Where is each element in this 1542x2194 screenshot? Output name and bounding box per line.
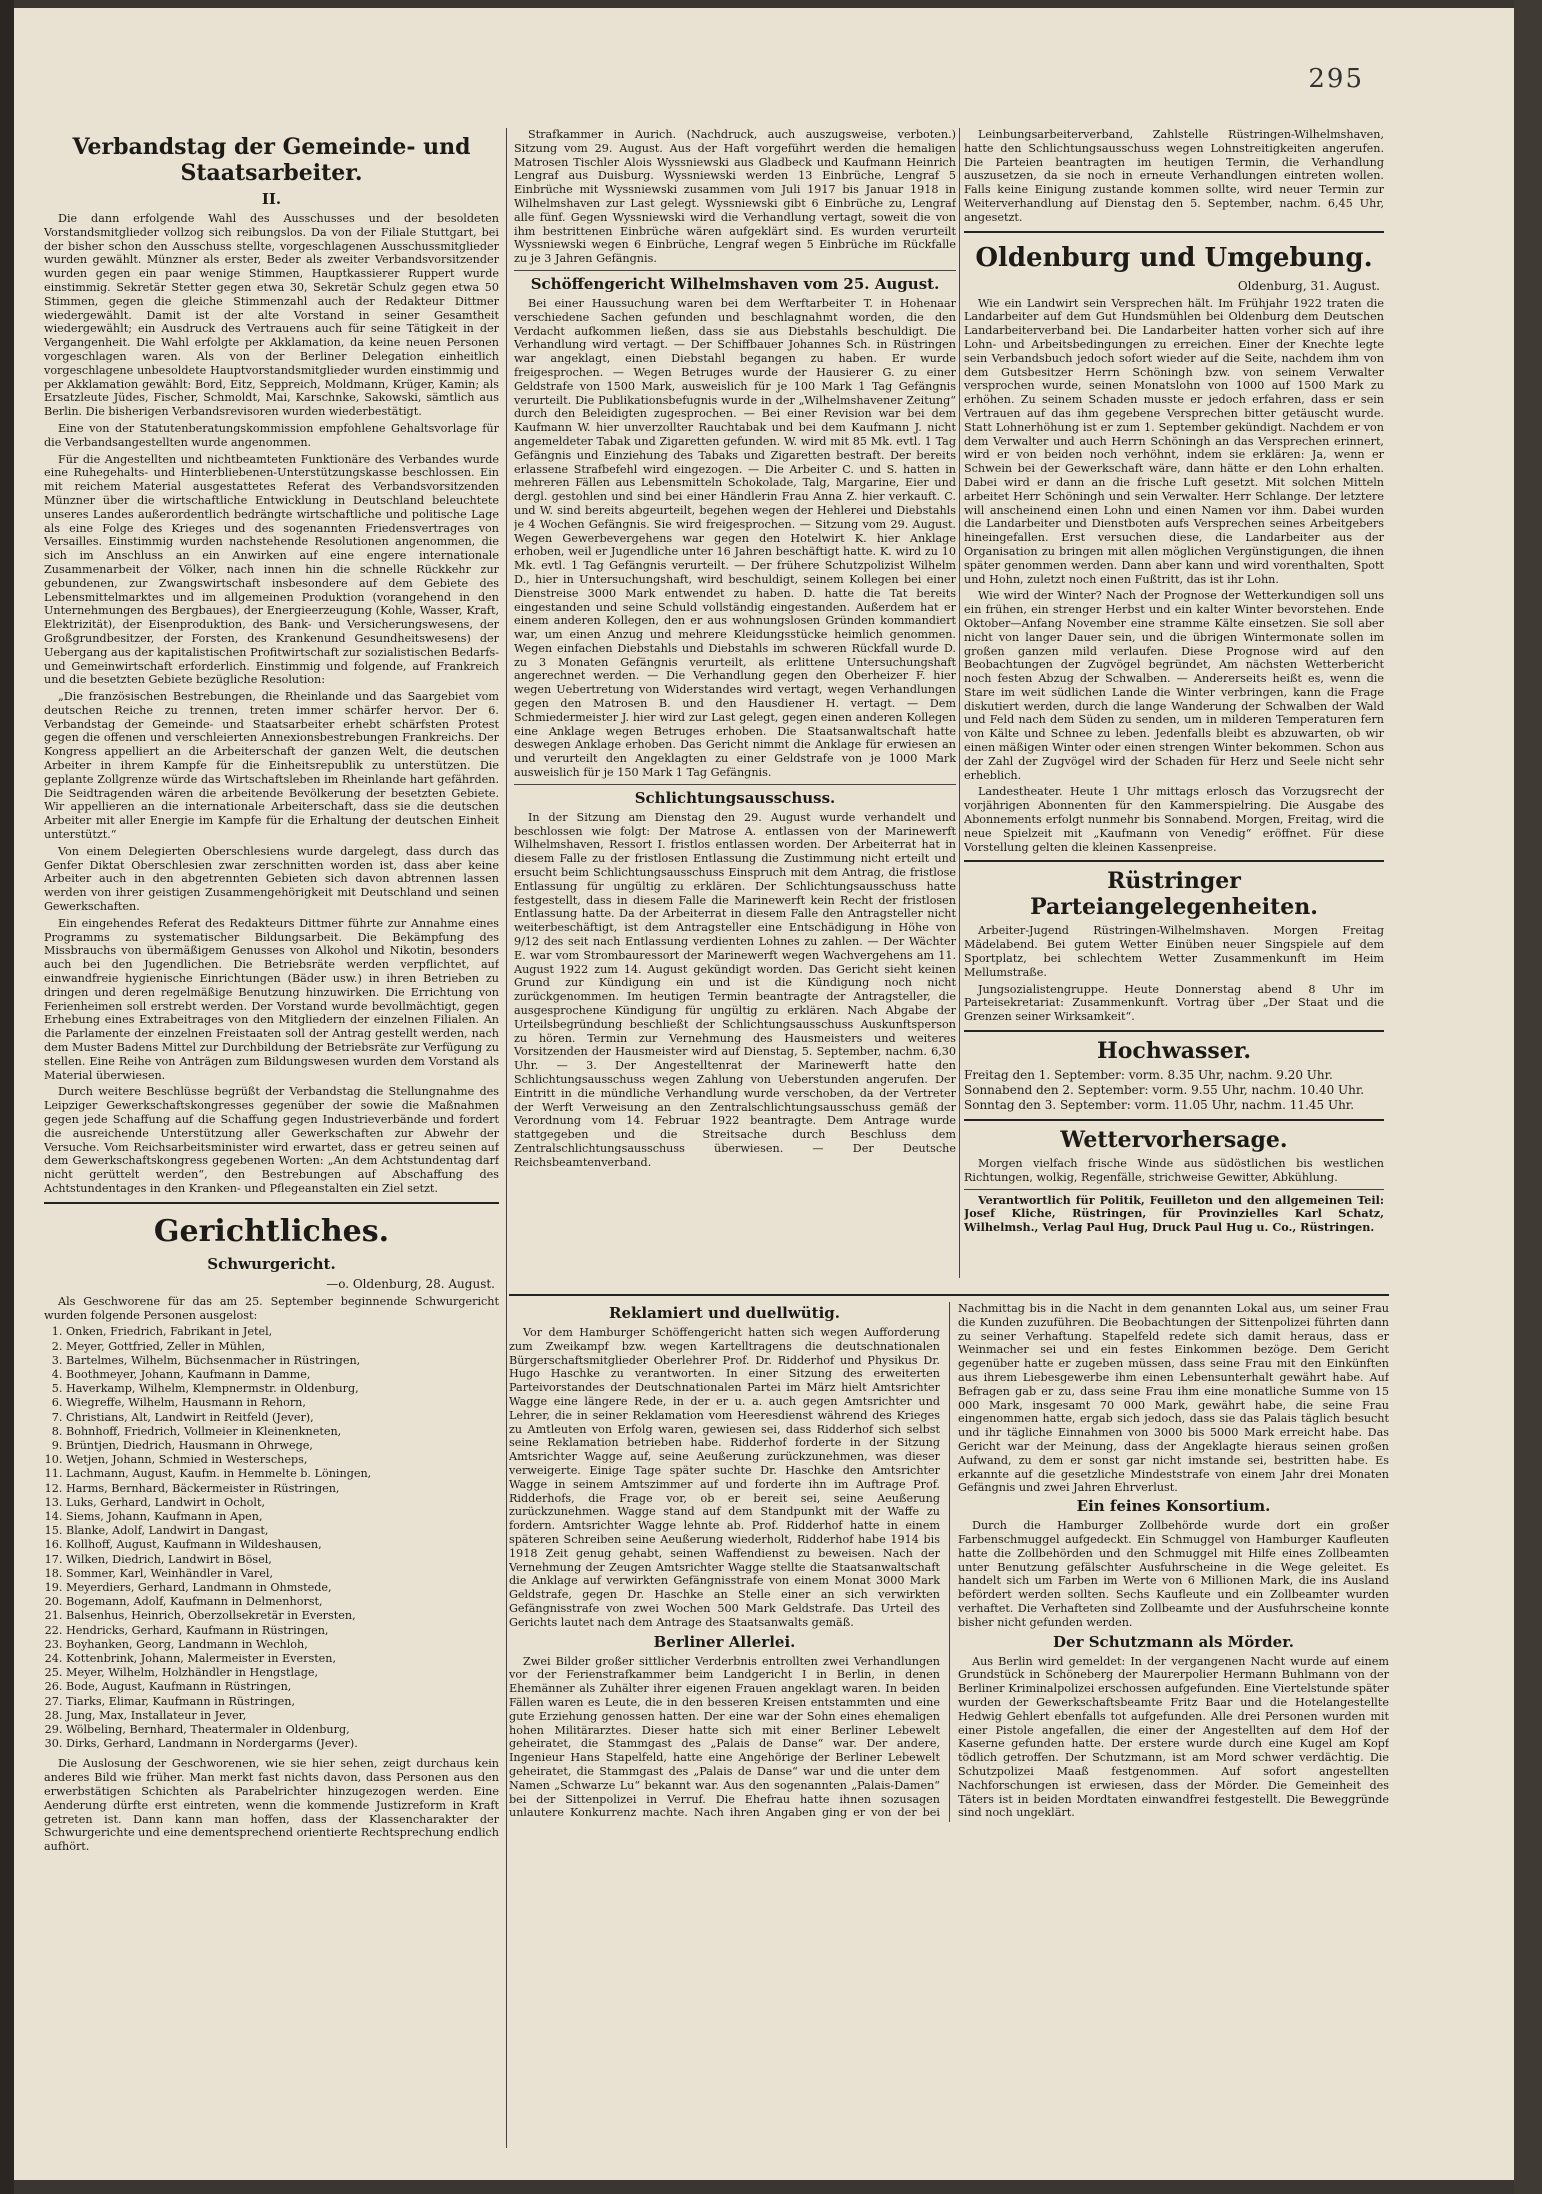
divider	[964, 1119, 1384, 1121]
article-body	[964, 128, 1384, 225]
article-headline: Reklamiert und duellwütig.	[609, 1304, 840, 1322]
divider	[514, 784, 956, 785]
article-body	[964, 924, 1384, 1024]
article-headline: Verbandstag der Gemeinde- und Staatsarbeiter.	[72, 134, 471, 186]
scan-right-edge	[1514, 0, 1542, 2194]
jury-list-item: 26. Bode, August, Kaufmann in Rüstringen,	[66, 1680, 499, 1694]
divider	[509, 1294, 1389, 1296]
divider	[964, 1030, 1384, 1032]
article-paragraph: Zwei Bilder großer sittlicher Verderbnis entrollten zwei Verhandlungen vor der Ferienstrafkammer beim Landgericht I in Berlin, in denen Ehemänner als Zuhälter ihrer eigenen Frauen angeklagt waren. In beiden Fällen waren es Leute, die in den besseren Kreisen entstammten und eine gute Erziehung genossen hatten. Der eine war der Sohn eines ehemaligen hohen Militärarztes. Dieser hatte sich mit einer Berliner Lebewelt geheiratet, die Stammgast des „Palais de Danse“ war. Der andere, Ingenieur Hans Stapelfeld, hatte eine Angehörige der Berliner Lebewelt geheiratet, die Stammgast des „Palais de Danse“ war und die unter dem Namen „Schwarze Lu“ bekannt war. Aus den sogenannten „Palais-Damen“ bei der Sittenpolizei in Verruf. Die Ehefrau hatte ihnen sozusagen unlautere Konkurrenz machte. Nach ihren Angaben ging er von der bei Nachmittag bis in die Nacht in dem genannten Lokal aus, um seiner Frau die Kunden zuzuführen. Die Beobachtungen der Sittenpolizei führten dann zu seiner Verhaftung. Stapelfeld redete sich damit heraus, dass er Weinmacher sei und ein festes Einkommen bezöge. Dem Gericht gegenüber hatte er zugeben müssen, dass seine Frau mit den Einkünften aus ihrem Liebesgewerbe ihm einen Lebensunterhalt gewährt habe. Auf Befragen gab er zu, dass seine Frau ihm eine monatliche Summe von 15 000 Mark, insgesamt 70 000 Mark, gewährt habe, die seine Frau eingenommen hatte, ergab sich jedoch, dass sie das Palais täglich besucht und ihr tägliche Einnahmen von 3000 bis 5000 Mark erreicht habe. Das Gericht war der Meinung, dass der Angeklagte hieraus seinen großen Aufwand, zu dem er sonst gar nicht imstande sei, bestritten habe. Es erkannte auf die gesetzliche Mindeststrafe von einem Jahr drei Monaten Gefängnis und zwei Jahren Ehrverlust.	[509, 1302, 1389, 1820]
jury-list-item: 24. Kottenbrink, Johann, Malermeister in Eversten,	[66, 1652, 499, 1666]
weather-forecast: Morgen vielfach frische Winde aus südöstlichen bis westlichen Richtungen, wolkig, Regenfälle, strichweise Gewitter, Abkühlung.	[964, 1157, 1384, 1184]
jury-list-item: 5. Haverkamp, Wilhelm, Klempnermstr. in Oldenburg,	[66, 1382, 499, 1396]
jury-list-item: 12. Harms, Bernhard, Bäckermeister in Rüstringen,	[66, 1482, 499, 1496]
article-paragraph: Vor dem Hamburger Schöffengericht hatten sich wegen Aufforderung zum Zweikampf bzw. wegen Kartelltragens die deutschnationalen Bürgerschaftsmitglieder Oberlehrer Prof. Dr. Ridderhof und Physikus Dr. Hugo Haschke zu verantworten. In einer Sitzung des erweiterten Parteivorstandes der Deutschnationalen Partei im März hielt Amtsrichter Wagge eine längere Rede, in der er u. a. auch gegen Amtsrichter und Lehrer, die in seiner Reklamation vom Heeresdienst während des Krieges zu Amtleuten von Erfolg waren, gewiesen sei, dass Ridderhof sich selbst seine Reklamation betrieben habe. Ridderhof forderte in der Sitzung Amtsrichter Wagge auf, seine Aeußerung zurückzunehmen, was dieser verweigerte. Einige Tage später suchte Dr. Haschke den Amtsrichter Wagge in seinem Amtszimmer auf und forderte ihn im Auftrage Prof. Ridderhofs, die Frage vor, ob er bereit sei, seine Aeußerung zurückzunehmen. Wagge stand auf dem Standpunkt mit der Waffe zu fordern. Amtsrichter Wagge lehnte ab. Prof. Ridderhof hatte in einem späteren Schreiben seine Aeußerung wiederholt, Ridderhof habe 1914 bis 1918 Zeit genug gehabt, seinen Waffendienst zu beweisen. Nach der Vernehmung der Zeugen Amtsrichter Wagge stellte die Staatsanwaltschaft die Anklage auf verwirkten Gefängnisstrafe von einem Monat 3000 Mark Geldstrafe, gegen Dr. Haschke an Stelle einer an sich verwirkten Gefängnisstrafe von zwei Wochen 500 Mark Geldstrafe. Das Urteil des Gerichts lautet nach dem Antrage des Staatsanwalts gemäß.	[509, 1326, 940, 1629]
article-headline: Schöffengericht Wilhelmshaven vom 25. August.	[530, 274, 940, 293]
jury-list-item: 23. Boyhanken, Georg, Landmann in Wechloh,	[66, 1638, 499, 1652]
article-part: II.	[261, 190, 282, 208]
article-body	[44, 212, 499, 1196]
jury-list-item: 14. Siems, Johann, Kaufmann in Apen,	[66, 1510, 499, 1524]
jury-list-item: 3. Bartelmes, Wilhelm, Büchsenmacher in Rüstringen,	[66, 1354, 499, 1368]
article-headline: Schlichtungsausschuss.	[634, 788, 836, 807]
jury-intro: Als Geschworene für das am 25. September beginnende Schwurgericht wurden folgende Personen ausgelost:	[44, 1294, 499, 1322]
jury-list-item: 20. Bogemann, Adolf, Kaufmann in Delmenhorst,	[66, 1595, 499, 1609]
jury-list-item: 15. Blanke, Adolf, Landwirt in Dangast,	[66, 1524, 499, 1538]
article-body	[514, 297, 956, 780]
section-headline: Wettervorhersage.	[1060, 1127, 1288, 1154]
article-body	[964, 297, 1384, 855]
tide-row: Sonntag den 3. September: vorm. 11.05 Uhr, nachm. 11.45 Uhr.	[964, 1098, 1355, 1113]
article-paragraph: Strafkammer in Aurich. (Nachdruck, auch auszugsweise, verboten.) Sitzung vom 29. August. Aus der Haft vorgeführt werden die hemaligen Matrosen Tischler Alois Wyssniewski aus Gladbeck und Kaufmann Heinrich Lengraf aus Duisburg. Wyssniewski werden 13 Einbrüche, Lengraf 5 Einbrüche mit Wyssniewski zusammen vom Juli 1917 bis Januar 1918 in Wilhelmshaven zur Last gelegt. Wyssniewski gibt 6 Einbrüche zu, Lengraf alle fünf. Gegen Wyssniewski wird die Verhandlung vertagt, soweit die von ihm bestrittenen Einbrüche wären aufgeklärt sind. Es wurden verurteilt Wyssniewski wegen 6 Einbrüche, Lengraf wegen 5 Einbrüche im Rückfalle zu je 3 Jahren Gefängnis.	[514, 128, 956, 266]
jury-list-item: 9. Brüntjen, Diedrich, Hausmann in Ohrwege,	[66, 1439, 499, 1453]
jury-list-item: 1. Onken, Friedrich, Fabrikant in Jetel,	[66, 1325, 499, 1339]
jury-list-item: 21. Balsenhus, Heinrich, Oberzollsekretär in Eversten,	[66, 1609, 499, 1623]
imprint: Verantwortlich für Politik, Feuilleton und den allgemeinen Teil: Josef Kliche, Rüstringen, für Provinzielles Karl Schatz, Wilhelmsh., Verlag Paul Hug, Druck Paul Hug u. Co., Rüstringen.	[964, 1192, 1384, 1235]
bottom-articles	[509, 1288, 1389, 2148]
divider	[514, 270, 956, 271]
section-headline: Gerichtliches.	[153, 1213, 390, 1249]
article-body	[958, 1519, 1389, 1629]
article-headline: Der Schutzmann als Mörder.	[1053, 1632, 1294, 1651]
article-paragraph: Eine von der Statutenberatungskommission empfohlene Gehaltsvorlage für die Verbandsangestellten wurde angenommen.	[44, 421, 499, 449]
jury-list-item: 18. Sommer, Karl, Weinhändler in Varel,	[66, 1567, 499, 1581]
article-paragraph: Für die Angestellten und nichtbeamteten Funktionäre des Verbandes wurde eine Ruhegehalts- und Hinterbliebenen-Unterstützungskasse beschlossen. Ein mit reichem Material ausgestattetes Referat des Verbandsvorsitzenden Münzner über die wirtschaftliche Entwicklung in Deutschland beleuchtete unseres Landes außerordentlich bedrängte wirtschaftliche und politische Lage als eine Folge des Krieges und des sogenannten Friedensvertrages von Versailles. Einstimmig wurden nachstehende Resolutionen angenommen, die sich im Anschluss an ein Anwirken auf eine engere internationale Zusammenarbeit der Völker, nach innen hin die schnelle Rückkehr zur gebundenen, zur Zwangswirtschaft insbesondere auf dem Gebiete des Lebensmittelmarktes und im allgemeinen Produktion (vorangehend in den Unternehmungen des Bergbaues), der Energieerzeugung (Kohle, Wasser, Kraft, Elektrizität), der Eisenproduktion, des Bank- und Versicherungswesens, der Großgrundbesitzer, der Forsten, des Krankenund Gesundheitswesens) der Uebergang aus der kapitalistischen Profitwirtschaft zur sozialistischen Bedarfs- und Gemeinwirtschaft erforderlich. Einstimmig und folgende, auf Frankreich und die besetzten Gebiete bezügliche Resolution:	[44, 452, 499, 687]
article-headline: Ein feines Konsortium.	[1076, 1497, 1271, 1516]
jury-list-item: 8. Bohnhoff, Friedrich, Vollmeier in Kleinenkneten,	[66, 1425, 499, 1439]
jury-list-item: 17. Wilken, Diedrich, Landwirt in Bösel,	[66, 1553, 499, 1567]
jury-list-item: 13. Luks, Gerhard, Landwirt in Ocholt,	[66, 1496, 499, 1510]
column-3	[964, 128, 1384, 1308]
article-paragraph: Leinbungsarbeiterverband, Zahlstelle Rüstringen-Wilhelmshaven, hatte den Schlichtungsausschuss wegen Lohnstreitigkeiten angerufen. Die Parteien beantragten im heutigen Termin, die Verhandlung auszusetzen, da sie noch in erneute Verhandlungen eintreten wollen. Falls keine Einigung zustande kommen sollte, wird neuer Termin zur Weiterverhandlung auf Dienstag den 5. September, nachm. 6,45 Uhr, angesetzt.	[964, 128, 1384, 224]
article-paragraph: Landestheater. Heute 1 Uhr mittags erlosch das Vorzugsrecht der vorjährigen Abonnenten für den Kammerspielring. Die Ausgabe des Abonnements erfolgt nunmehr bis Sonnabend. Morgen, Freitag, wird die neue Spielzeit mit „Kaufmann von Venedig“ eröffnet. Für diese Vorstellung gelten die kleinen Kassenpreise.	[964, 785, 1384, 854]
newspaper-page	[14, 8, 1514, 2180]
dateline: —o. Oldenburg, 28. August.	[326, 1276, 495, 1291]
divider	[964, 860, 1384, 862]
article-body	[958, 1655, 1389, 1821]
article-body	[514, 128, 956, 266]
article-paragraph: Wie wird der Winter? Nach der Prognose der Wetterkundigen soll uns ein frühen, ein strenger Herbst und ein kalter Winter bevorstehen. Ende Oktober—Anfang November eine stramme Kälte einsetzen. Sie soll aber nicht von langer Dauer sein, und die übrigen Wintermonate sollen im großen ganzen mild verlaufen. Diese Prognose wird auf den Beobachtungen der Zugvögel begründet, Am nächsten Wetterbericht noch festen Abzug der Schwalben. — Andererseits heißt es, wenn die Stare im weit südlichen Lande die Winter verbringen, kann die Frage diskutiert werden, durch die lange Wanderung der Schwalben der Wald und Feld nach dem Süden zu senden, um in milderen Temperaturen fern von Kälte und Schnee zu leben. Jedenfalls bleibt es abzuwarten, ob wir einen mäßigen Winter oder einen strengen Winter bekommen. Schon aus der Zahl der Zugvögel wird der Schaden für Herz und Seele nicht sehr erheblich.	[964, 589, 1384, 782]
article-paragraph: „Die französischen Bestrebungen, die Rheinlande und das Saargebiet vom deutschen Reiche zu trennen, treten immer schärfer hervor. Der 6. Verbandstag der Gemeinde- und Staatsarbeiter erhebt schärfsten Protest gegen die offenen und verschleierten Annexionsbestrebungen Frankreichs. Der Kongress appelliert an die Arbeiterschaft der ganzen Welt, die deutschen Arbeiter in ihrem Kampfe für die Einheitsrepublik zu unterstützen. Die geplante Zollgrenze würde das Wirtschaftsleben im Rheinlande hart gefährden. Die Seidtragenden wären die arbeitende Bevölkerung der besetzten Gebiete. Wir appellieren an die internationale Arbeiterschaft, dass sie die deutschen Arbeiter mit aller Energie im Kampfe für die Erhaltung der deutschen Einheit unterstützt.“	[44, 690, 499, 842]
article-paragraph: Die dann erfolgende Wahl des Ausschusses und der besoldeten Vorstandsmitglieder vollzog sich reibungslos. Da von der Filiale Stuttgart, bei der bisher schon den Ausschuss stellte, vorgeschlagenen Ausschussmitglieder wurden gewählt. Münzner als erster, Beder als zweiter Verbandsvorsitzender wurden gegen ein paar wenige Stimmen, Hauptkassierer Ruppert wurde einstimmig. Sekretär Stetter gegen etwa 30, Sekretär Schulz gegen etwa 50 Stimmen, gegen die gleiche Stimmenzahl auch der Redakteur Dittmer wiedergewählt. Damit ist der alte Vorstand in seiner Gesamtheit wiedergewählt; ein Ausdruck des Vertrauens auch für seine Tätigkeit in der Vergangenheit. Die Wahl erfolgte per Akklamation, da keine neuen Personen vorgeschlagen waren. Als von der Berliner Delegation einheitlich vorgeschlagene unbesoldete Hauptvorstandsmitglieder wurden einstimmig und per Akklamation gewählt: Bord, Eitz, Seppreich, Moldmann, Krüger, Kamin; als Ersatzleute Jüdes, Fischer, Schmoldt, Mai, Karschnke, Sakowski, sämtlich aus Berlin. Die bisherigen Verbandsrevisoren wurden wiederbestätigt.	[44, 212, 499, 419]
jury-list-item: 30. Dirks, Gerhard, Landmann in Nordergarms (Jever).	[66, 1737, 499, 1751]
jury-list-item: 28. Jung, Max, Installateur in Jever,	[66, 1709, 499, 1723]
jury-list-item: 11. Lachmann, August, Kaufm. in Hemmelte b. Löningen,	[66, 1467, 499, 1481]
tide-row: Freitag den 1. September: vorm. 8.35 Uhr, nachm. 9.20 Uhr.	[964, 1068, 1333, 1083]
section-headline: Oldenburg und Umgebung.	[975, 242, 1373, 273]
article-paragraph: Von einem Delegierten Oberschlesiens wurde dargelegt, dass durch das Genfer Diktat Oberschlesien zwar zerschnitten worden ist, dass aber keine Arbeiter auch in den abgetrennten Gebieten sich davon abtrennen lassen werden von ihrer geistigen Zusammengehörigkeit mit Deutschland und seinen Gewerkschaften.	[44, 844, 499, 914]
tide-row: Sonnabend den 2. September: vorm. 9.55 Uhr, nachm. 10.40 Uhr.	[964, 1083, 1365, 1098]
divider	[44, 1202, 499, 1204]
article-paragraph: Arbeiter-Jugend Rüstringen-Wilhelmshaven. Morgen Freitag Mädelabend. Bei gutem Wetter Einüben neuer Singspiele auf dem Sportplatz, bei schlechtem Wetter Zusammenkunft im Heim Mellumstraße.	[964, 924, 1384, 979]
divider	[964, 1189, 1384, 1190]
jury-list	[44, 1325, 499, 1751]
article-paragraph: Die Auslosung der Geschworenen, wie sie hier sehen, zeigt durchaus kein anderes Bild wie früher. Man merkt fast nichts davon, dass Personen aus den erwerbstätigen Schichten als Parabelrichter hinzugezogen werden. Eine Aenderung dürfte erst eintreten, wenn die kommende Justizreform in Kraft getreten ist. Dann kann man hoffen, dass der Klassencharakter der Schwurgerichte und eine dementsprechend orientierte Rechtsprechung endlich aufhört.	[44, 1757, 499, 1854]
column-divider	[506, 128, 507, 2148]
article-paragraph: Wie ein Landwirt sein Versprechen hält. Im Frühjahr 1922 traten die Landarbeiter auf dem Gut Hundsmühlen bei Oldenburg dem Deutschen Landarbeiterverband bei. Die Landarbeiter hatten vorher sich auf ihre Lohn- und Arbeitsbedingungen zu erreichen. Einer der Knechte legte sein Verbandsbuch jedoch sofort wieder auf die Seite, nachdem ihm von dem Gutsbesitzer Herrn Schöningh bzw. von seinem Verwalter versprochen wurde, seinen Monatslohn von 1000 auf 1500 Mark zu erhöhen. Zu seinem Schaden musste er jedoch erfahren, dass er sein Vertrauen auf das ihm gegebene Versprechen bitter getäuscht wurde. Statt Lohnerhöhung ist er zum 1. September gekündigt. Nachdem er von dem Verwalter und auch Herrn Schöningh an das Versprechen erinnert, wird er von beiden noch verhöhnt, indem sie erklären: Ja, wenn er Schwein bei der Gewerkschaft wäre, dann hätte er den Lohn erhalten. Dabei wird er dann an die frische Luft gesetzt. Mit solchen Mitteln arbeitet Herr Schöningh und sein Verwalter. Herr Schlange. Der letztere will anscheinend einen Lohn und einen Namen vor ihm. Dabei wurden die Landarbeiter und Dienstboten aufs Versprechen seines Arbeitgebers hineingefallen. Erst versuchen diese, die Landarbeiter aus der Organisation zu bringen mit allen möglichen Vergünstigungen, die ihnen später genommen werden. Dann aber kann und wird vorenthalten, Spott und Hohn, zuletzt noch einen Fußtritt, das ist ihr Lohn.	[964, 296, 1384, 586]
jury-list-item: 16. Kollhoff, August, Kaufmann in Wildeshausen,	[66, 1538, 499, 1552]
jury-list-item: 2. Meyer, Gottfried, Zeller in Mühlen,	[66, 1340, 499, 1354]
article-paragraph: Ein eingehendes Referat des Redakteurs Dittmer führte zur Annahme eines Programms zu systematischer Bildungsarbeit. Die Bekämpfung des Missbrauchs von übermäßigem Genusses von Alkohol und Nikotin, besonders auch bei den Jugendlichen. Die Betriebsräte werden verpflichtet, auf einwandfreie hygienische Einrichtungen (Bäder usw.) in ihren Betrieben zu dringen und deren regelmäßige Benutzung hinzuwirken. Die Errichtung von Ferienheimen soll erstrebt werden. Der Vorstand wurde bevollmächtigt, gegen Erhebung eines Extrabeitrages von den Mitgliedern der einzelnen Filialen. An die Parlamente der einzelnen Freistaaten soll der Antrag gestellt werden, nach dem Muster Badens Mittel zur Durchbildung der Betriebsräte zur Verfügung zu stellen. Eine Reihe von Anträgen zum Bildungswesen wurden dem Vorstand als Material überwiesen.	[44, 916, 499, 1082]
jury-list-item: 19. Meyerdiers, Gerhard, Landmann in Ohmstede,	[66, 1581, 499, 1595]
jury-list-item: 22. Hendricks, Gerhard, Kaufmann in Rüstringen,	[66, 1624, 499, 1638]
article-headline: Berliner Allerlei.	[653, 1632, 796, 1651]
article-body	[514, 811, 956, 1170]
subsection-headline: Schwurgericht.	[207, 1254, 336, 1273]
jury-list-item: 29. Wölbeling, Bernhard, Theatermaler in Oldenburg,	[66, 1723, 499, 1737]
dateline: Oldenburg, 31. August.	[1237, 278, 1380, 293]
page-number: 295	[1308, 64, 1364, 94]
article-paragraph: Durch weitere Beschlüsse begrüßt der Verbandstag die Stellungnahme des Leipziger Gewerkschaftskongresses gegenüber der sowie die Maßnahmen gegen jede Schaffung auf die Schaffung gegen Industrieverbände und fordert die ausreichende Unterstützung aller Gewerkschaften zur Abwehr der Versuche. Vom Reichsarbeitsminister wird erwartet, dass er getreu seinen auf dem Gewerkschaftskongress gegebenen Worten: „An dem Achtstundentag darf nicht gerüttelt werden“, den Bestrebungen auf Abschaffung des Achtstundentages in den Kranken- und Pflegeanstalten ein Ziel setzt.	[44, 1085, 499, 1195]
article-paragraph: Jungsozialistengruppe. Heute Donnerstag abend 8 Uhr im Parteisekretariat: Zusammenkunft. Vortrag über „Der Staat und die Grenzen seiner Wirksamkeit“.	[964, 982, 1384, 1024]
column-divider	[959, 128, 960, 1278]
jury-list-item: 10. Wetjen, Johann, Schmied in Westerscheps,	[66, 1453, 499, 1467]
jury-list-item: 7. Christians, Alt, Landwirt in Reitfeld (Jever),	[66, 1411, 499, 1425]
column-1	[44, 128, 499, 2148]
article-paragraph: In der Sitzung am Dienstag den 29. August wurde verhandelt und beschlossen wie folgt: Der Matrose A. entlassen von der Marinewerft Wilhelmshaven, Ressort I. fristlos entlassen worden. Der Arbeiterrat hat in diesem Falle zu der fristlosen Entlassung die Zustimmung nicht erteilt und ersucht beim Schlichtungsausschuss Einspruch mit dem Antrag, die fristlose Entlassung für ungültig zu erklären. Der Schlichtungsausschuss hatte festgestellt, dass in diesem Falle die Marinewerft kein Recht der fristlosen Entlassung hatte. Da der Arbeiterrat in diesem Falle den Antragsteller nicht weiterbeschäftigt, ist dem Antragsteller eine Entschädigung in Höhe von 9/12 des seit nach Entlassung verdienten Lohnes zu zahlen. — Der Wächter E. war vom Strombauressort der Marinewerft wegen Wachvergehens am 11. August 1922 zum 14. August gekündigt worden. Das Gericht sieht keinen Grund zur Kündigung ein und ist die Kündigung noch nicht zurückgenommen. Im heutigen Termin beantragte der Antragsteller, die ausgesprochene Kündigung für ungültig zu erklären. Nach Abgabe der Urteilsbegründung beschließt der Schlichtungsausschuss Auskunftsperson zu hören. Termin zur Vernehmung des Hausmeisters und weiteres Vorsitzenden der Hausmeister wird auf Dienstag, 5. September, nachm. 6,30 Uhr. — 3. Der Angestelltenrat der Marinewerft hatte den Schlichtungsausschuss wegen Zahlung von Ueberstunden angerufen. Der Eintritt in die mündliche Verhandlung wurde verschoben, da der Vertreter der Werft Verweisung an den Zentralschlichtungsausschuss gemäß der Verordnung vom 14. Februar 1922 beantragte. Dem Antrage wurde stattgegeben und die Streitsache durch Beschluss dem Zentralschlichtungsausschuss überwiesen. — Der Deutsche Reichsbeamtenverband.	[514, 810, 956, 1169]
divider	[964, 231, 1384, 233]
two-column-block	[509, 1302, 1389, 1822]
scan-binding-shadow	[0, 0, 14, 2194]
jury-list-item: 6. Wiegreffe, Wilhelm, Hausmann in Rehorn,	[66, 1396, 499, 1410]
article-paragraph: Aus Berlin wird gemeldet: In der vergangenen Nacht wurde auf einem Grundstück in Schöneberg der Maurerpolier Hermann Buhlmann von der Berliner Kriminalpolizei erschossen aufgefunden. Eine Viertelstunde später wurden der Gewerkschaftsbeamte Fritz Baar und die Hotelangestellte Hedwig Gehlert ebenfalls tot aufgefunden. Alle drei Personen wurden mit einer Pistole angefallen, die einer der Angestellten auf dem Hof der Kaserne gefunden hatte. Der erstere wurde durch eine Kugel am Kopf tödlich getroffen. Der Schutzmann, ist am Mord schwer verdächtig. Die Schutzpolizei Maaß festgenommen. Auf sofort angestellten Nachforschungen ist erwiesen, dass der Mörder. Die Gemeinheit des Täters ist in beiden Mordtaten einwandfrei festgestellt. Die Beweggründe sind noch ungeklärt.	[958, 1654, 1389, 1820]
section-headline: Rüstringer Parteiangelegenheiten.	[1030, 868, 1318, 921]
article-paragraph: Durch die Hamburger Zollbehörde wurde dort ein großer Farbenschmuggel aufgedeckt. Ein Schmuggel von Hamburger Kaufleuten hatte die Zollbehörden und den Schmuggel mit Hilfe eines Zollbeamten unter Benutzung gefälschter Ausfuhrscheine in die Wege geleitet. Es handelt sich um Farben im Werte von 6 Millionen Mark, die ins Ausland befördert werden sollten. Sechs Kaufleute und ein Zollbeamter wurden verhaftet. Die Verhafteten sind Zollbeamte und der Ausfuhrscheine konnte bisher nicht gefunden werden.	[958, 1519, 1389, 1629]
section-headline: Hochwasser.	[1096, 1038, 1252, 1065]
jury-list-item: 25. Meyer, Wilhelm, Holzhändler in Hengstlage,	[66, 1666, 499, 1680]
jury-list-item: 27. Tiarks, Elimar, Kaufmann in Rüstringen,	[66, 1695, 499, 1709]
tide-table	[964, 1068, 1384, 1113]
article-body	[509, 1326, 940, 1630]
article-paragraph: Bei einer Haussuchung waren bei dem Werftarbeiter T. in Hohenaar verschiedene Sachen gefunden und beschlagnahmt worden, die den Verdacht aufkommen ließen, dass sie aus Diebstahls beschuldigt. Die Verhandlung wird vertagt. — Der Schiffbauer Johannes Sch. in Rüstringen war angeklagt, einen Diebstahl begangen zu haben. Er wurde freigesprochen. — Wegen Betruges wurde der Hausierer G. zu einer Geldstrafe von 1500 Mark, ausweislich für je 100 Mark 1 Tag Gefängnis verurteilt. Die Publikationsbefugnis wurde in der „Wilhelmshavener Zeitung“ durch den Beleidigten zugesprochen. — Bei einer Revision war bei dem Kaufmann W. hier unverzollter Rauchtabak und bei dem Kaufmann J. nicht angemeldeter Tabak und Zigaretten gefunden. W. wird mit 85 Mk. evtl. 1 Tag Gefängnis und Einziehung des Tabaks und Zigaretten bestraft. Der bereits erlassene Strafbefehl wird eingezogen. — Die Arbeiter C. und S. hatten in mehreren Fällen aus Lebensmitteln Schokolade, Talg, Margarine, Eier und dergl. gestohlen und sind bei einer Händlerin Frau Anna Z. hier verkauft. C. und W. sind bereits abgeurteilt, begehen wegen der Hehlerei und Diebstahls je 4 Wochen Gefängnis. Sie wird freigesprochen. — Sitzung vom 29. August. Wegen Gewerbevergehens war gegen den Hotelwirt K. hier Anklage erhoben, weil er Jugendliche unter 16 Jahren beschäftigt hatte. K. wird zu 10 Mk. evtl. 1 Tag Gefängnis verurteilt. — Der frühere Schutzpolizist Wilhelm D., hier in Untersuchungshaft, wird beschuldigt, seinem Kollegen bei einer Dienstreise 3000 Mark entwendet zu haben. D. hatte die Tat bereits eingestanden und seine Schuld vollständig eingestanden. Außerdem hat er einem anderen Kollegen, den er aus wohnungslosen Gründen kommandiert war, um einen Anzug und mehrere Kleidungsstücke heimlich genommen. Wegen einfachen Diebstahls und Diebstahls im schweren Rückfall wurde D. zu 3 Monaten Gefängnis verurteilt, als erlittene Untersuchungshaft angerechnet werden. — Die Verhandlung gegen den Oberheizer F. hier wegen Uebertretung von Widerstandes wird vertagt, wegen Verhandlungen gegen den Matrosen B. und den Hausdiener H. vertagt. — Dem Schmiedermeister J. hier wird zur Last gelegt, gegen einen anderen Kollegen eine Anklage wegen Betruges erhoben. Die Staatsanwaltschaft hatte deswegen Anklage erhoben. Das Gericht nimmt die Anklage für erwiesen an und verurteilt den Angeklagten zu einer Geldstrafe von je 1000 Mark ausweislich für je 150 Mark 1 Tag Gefängnis.	[514, 296, 956, 780]
jury-list-item: 4. Boothmeyer, Johann, Kaufmann in Damme,	[66, 1368, 499, 1382]
